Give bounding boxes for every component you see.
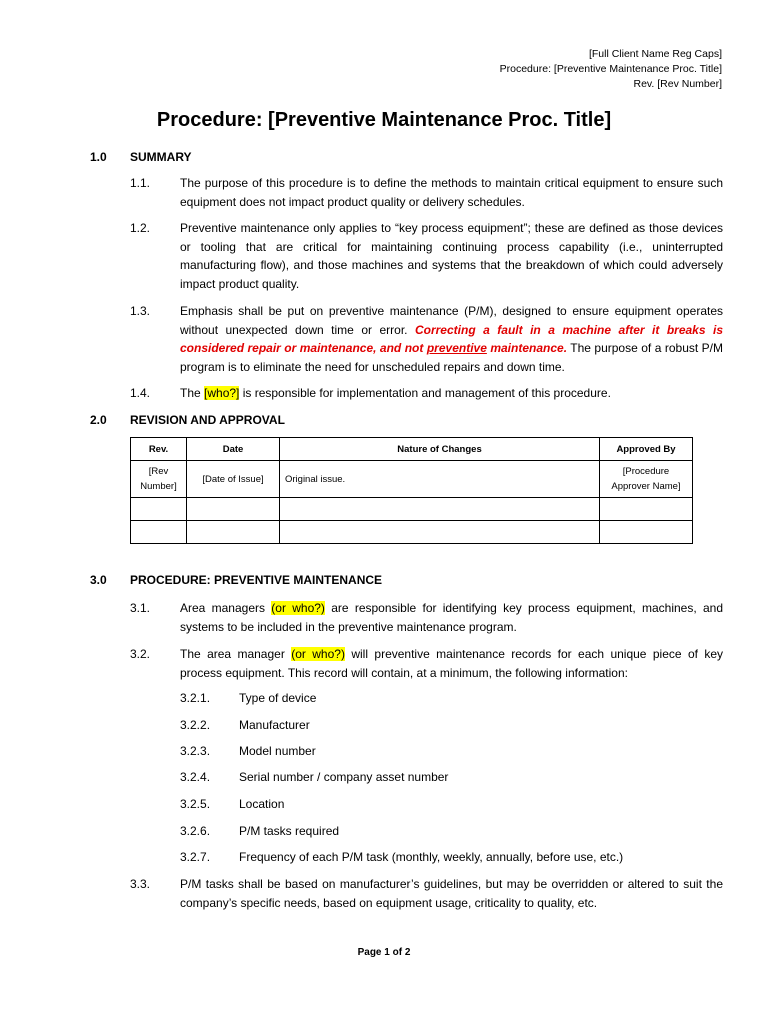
list-item-number: 3.2.5. (180, 797, 211, 811)
paragraph-3-2: The area manager (or who?) will preventive maintenance records for each unique piece of key process equipment. This record will contain, at a minimum, the following information: (180, 647, 724, 680)
document-header (500, 47, 722, 92)
or-who-highlight: (or who?) (291, 647, 345, 661)
list-item-number: 3.2.4. (180, 770, 211, 784)
list-item: Type of device (239, 691, 317, 705)
table-row (131, 498, 693, 521)
rev-column-header: Rev. (131, 438, 187, 461)
list-item: Location (239, 797, 285, 811)
date-column-header: Date (187, 438, 280, 461)
approver-cell: [Procedure Approver Name] (600, 461, 693, 498)
paragraph-3-1-number: 3.1. (130, 601, 151, 615)
table-row (131, 521, 693, 544)
section-1-title: SUMMARY (130, 150, 192, 164)
page-number-footer: Page 1 of 2 (357, 947, 411, 958)
or-who-highlight: (or who?) (271, 601, 325, 615)
preventive-underlined: preventive (426, 341, 487, 355)
list-item-number: 3.2.1. (180, 691, 211, 705)
list-item-number: 3.2.7. (180, 850, 211, 864)
revision-table-header (131, 438, 693, 461)
paragraph-1-4: The [who?] is responsible for implementation and management of this procedure. (180, 386, 611, 400)
list-item: Model number (239, 744, 316, 758)
changes-column-header: Nature of Changes (280, 438, 600, 461)
paragraph-1-1: The purpose of this procedure is to define the methods to maintain critical equipment to ensure such equipment does not impact product quality or delivery schedules. (180, 176, 723, 209)
section-3-number: 3.0 (90, 573, 107, 587)
header-revision: Rev. [Rev Number] (633, 78, 722, 90)
paragraph-3-2-number: 3.2. (130, 647, 151, 661)
list-item-number: 3.2.6. (180, 824, 211, 838)
paragraph-1-3 (180, 302, 723, 376)
section-3-title: PROCEDURE: PREVENTIVE MAINTENANCE (130, 573, 383, 587)
list-item-number: 3.2.2. (180, 718, 211, 732)
section-2-title: REVISION AND APPROVAL (130, 413, 285, 427)
page-title: Procedure: [Preventive Maintenance Proc. Title] (156, 109, 612, 131)
paragraph-1-4-number: 1.4. (130, 386, 151, 400)
revision-table (130, 437, 693, 544)
paragraph-1-2: Preventive maintenance only applies to “key process equipment”; these are defined as those devices or tooling that are critical for maintaining continuing process capability (i.e., uninterrupted manufacturing flow), and those machines and systems that the breakdown of which could adversely impact product quality. (180, 221, 723, 291)
date-cell: [Date of Issue] (187, 461, 280, 498)
repair-emphasis-text: Correcting a fault in a machine after it breaks is considered repair or maintenance, and not preventive maintenance. (180, 322, 723, 355)
changes-cell: Original issue. (280, 461, 600, 498)
paragraph-3-1: Area managers (or who?) are responsible for identifying key process equipment, machines, and systems to be included in the preventive maintenance program. (180, 601, 723, 634)
paragraph-1-1-number: 1.1. (130, 176, 151, 190)
paragraph-1-3-text-b: The purpose of a robust P/M program is to eliminate the need for unscheduled repairs and down time. (180, 341, 724, 374)
list-item: Serial number / company asset number (239, 770, 449, 784)
paragraph-3-3-number: 3.3. (130, 877, 151, 891)
list-item-number: 3.2.3. (180, 744, 211, 758)
paragraph-1-3-number: 1.3. (130, 304, 151, 318)
approved-by-column-header: Approved By (600, 438, 693, 461)
list-item: Frequency of each P/M task (monthly, weekly, annually, before use, etc.) (239, 850, 624, 864)
paragraph-1-3-text-a: Emphasis shall be put on preventive maintenance (P/M), designed to ensure equipment operates without unexpected down time or error. (180, 304, 723, 337)
paragraph-1-2-number: 1.2. (130, 221, 151, 235)
who-placeholder-highlight: [who?] (204, 386, 240, 400)
header-procedure-title: Procedure: [Preventive Maintenance Proc. Title] (499, 63, 722, 75)
list-item: Manufacturer (239, 718, 310, 732)
section-1-number: 1.0 (90, 150, 107, 164)
header-client-name: [Full Client Name Reg Caps] (588, 48, 722, 60)
section-2-number: 2.0 (90, 413, 107, 427)
paragraph-3-3: P/M tasks shall be based on manufacturer’s guidelines, but may be overridden or altered to suit the company’s specific needs, based on equipment usage, criticality to quality, etc. (180, 877, 723, 910)
list-item: P/M tasks required (239, 824, 340, 838)
table-row (131, 461, 693, 498)
rev-number-cell: [Rev Number] (131, 461, 187, 498)
